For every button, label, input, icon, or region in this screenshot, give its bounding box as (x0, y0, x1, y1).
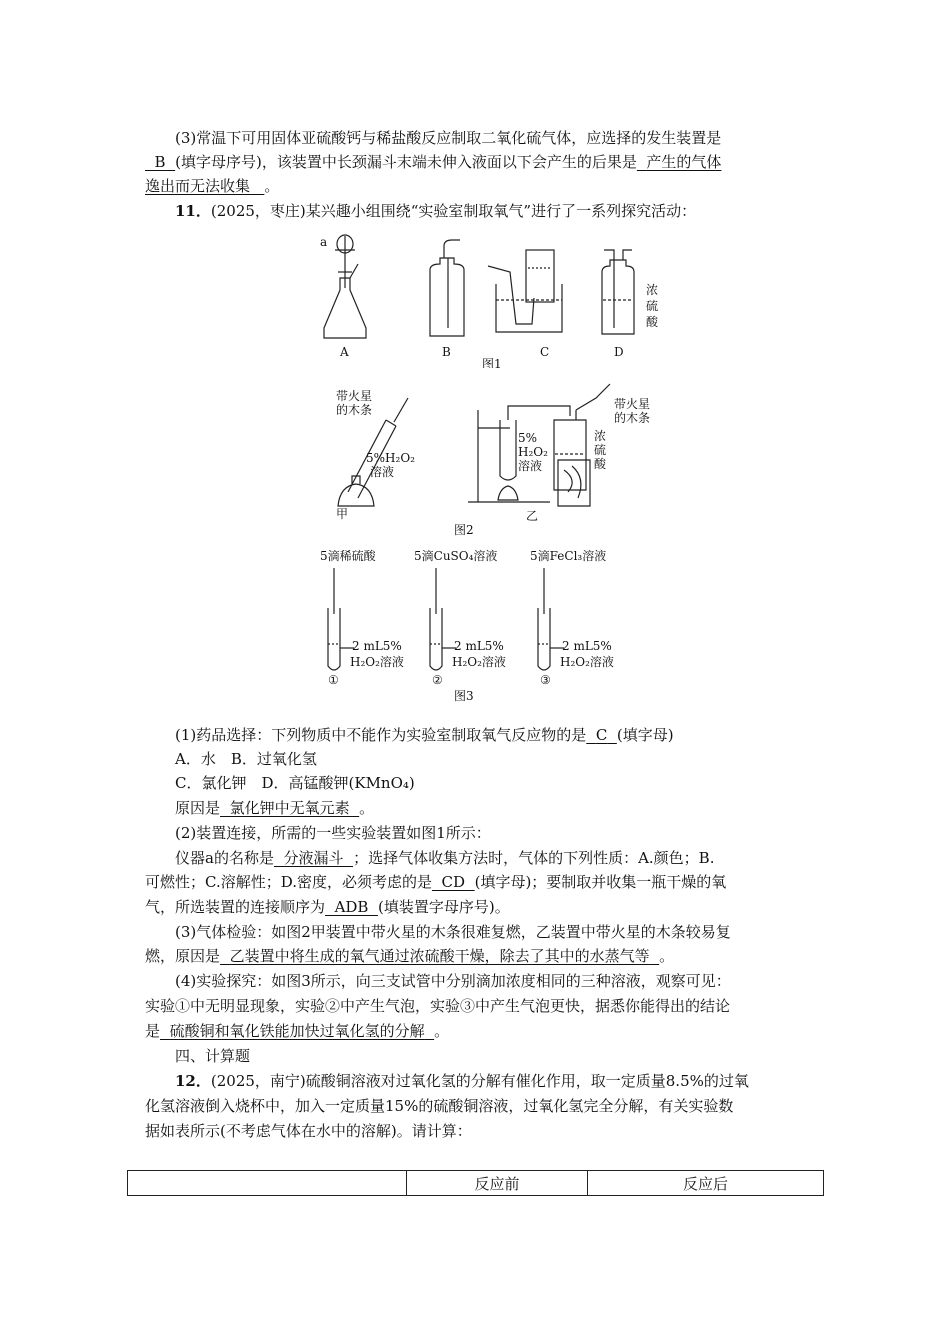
figure-2-caption: 图2 (454, 523, 474, 537)
table-row (128, 1171, 824, 1196)
svg-text:H₂O₂: H₂O₂ (518, 445, 548, 459)
q11-part2-line1: 仪器a的名称是 分液漏斗 ；选择气体收集方法时，气体的下列性质：A.颜色；B. (175, 849, 715, 867)
label-A: A (340, 345, 349, 359)
label-jia: 甲 (336, 507, 349, 521)
svg-text:2 mL5%: 2 mL5% (454, 639, 504, 653)
answer-blank: ADB (334, 898, 369, 916)
svg-text:溶液: 溶液 (518, 459, 543, 473)
svg-text:浓: 浓 (646, 283, 659, 297)
q11-part2-line2: 可燃性；C.溶解性；D.密度，必须考虑的是 CD (填字母)；要制取并收集一瓶干燥的氧 (145, 873, 727, 891)
label-yi: 乙 (526, 509, 539, 523)
svg-text:5%H₂O₂: 5%H₂O₂ (366, 451, 415, 465)
svg-text:酸: 酸 (594, 457, 607, 471)
svg-text:5滴CuSO₄溶液: 5滴CuSO₄溶液 (414, 549, 498, 563)
svg-text:硫: 硫 (594, 443, 607, 457)
svg-text:2 mL5%: 2 mL5% (562, 639, 612, 653)
svg-text:带火星: 带火星 (336, 389, 373, 403)
test-tubes-diagram (316, 544, 636, 704)
answer-blank: 逸出而无法收集 (145, 177, 251, 195)
q11-intro: 11．(2025，枣庄)某兴趣小组围绕“实验室制取氧气”进行了一系列探究活动： (175, 202, 697, 220)
figure-3 (316, 544, 636, 704)
apparatus-diagram-1 (318, 228, 668, 368)
q11-part3-line1: (3)气体检验：如图2甲装置中带火星的木条很难复燃，乙装置中带火星的木条较易复 (175, 923, 731, 941)
answer-blank: 乙装置中将生成的氧气通过浓硫酸干燥，除去了其中的水蒸气等 (229, 947, 650, 965)
svg-text:①: ① (328, 673, 339, 687)
q11-part4-line1: (4)实验探究：如图3所示，向三支试管中分别滴加浓度相同的三种溶液，观察可见： (175, 972, 731, 990)
q11-part1: (1)药品选择：下列物质中不能作为实验室制取氧气反应物的是 C (填字母) (175, 726, 674, 744)
svg-text:H₂O₂溶液: H₂O₂溶液 (350, 655, 404, 669)
answer-blank: CD (441, 873, 466, 891)
answer-blank: 分液漏斗 (283, 849, 344, 867)
svg-text:2 mL5%: 2 mL5% (352, 639, 402, 653)
label-B: B (442, 345, 451, 359)
svg-text:硫: 硫 (646, 299, 659, 313)
q12-line3: 据如表所示(不考虑气体在水中的溶解)。请计算： (145, 1122, 472, 1140)
figure-2 (328, 380, 668, 540)
answer-blank: 氯化钾中无氧元素 (229, 799, 350, 817)
answer-blank: 产生的气体 (646, 153, 722, 171)
svg-text:③: ③ (540, 673, 551, 687)
label-D: D (614, 345, 624, 359)
figure-1-caption: 图1 (482, 357, 502, 368)
answer-blank: C (595, 726, 608, 744)
table-header-cell (128, 1171, 407, 1196)
label-C: C (540, 345, 550, 359)
q10-part3-line1: (3)常温下可用固体亚硫酸钙与稀盐酸反应制取二氧化硫气体，应选择的发生装置是 (175, 129, 722, 147)
q10-part3-line3: 逸出而无法收集 。 (145, 177, 280, 195)
q12-line1: 12．(2025，南宁)硫酸铜溶液对过氧化氢的分解有催化作用，取一定质量8.5%的过氧 (175, 1072, 749, 1090)
svg-text:酸: 酸 (646, 315, 659, 329)
q11-part2-line3: 气，所选装置的连接顺序为 ADB (填装置字母序号)。 (145, 898, 510, 916)
svg-text:溶液: 溶液 (370, 465, 395, 479)
table-header-cell: 反应前 (407, 1171, 588, 1196)
label-a: a (320, 235, 328, 249)
data-table (127, 1170, 824, 1196)
section-heading: 四、计算题 (175, 1047, 251, 1065)
q11-options-ab: A．水 B．过氧化氢 (175, 750, 317, 768)
svg-text:的木条: 的木条 (336, 403, 373, 417)
table-header-cell: 反应后 (588, 1171, 824, 1196)
svg-text:②: ② (432, 673, 443, 687)
q10-part3-line2: B (填字母序号)，该装置中长颈漏斗末端未伸入液面以下会产生的后果是 产生的气体 (145, 151, 810, 173)
svg-text:5%: 5% (518, 431, 538, 445)
q11-part3-line2: 燃，原因是 乙装置中将生成的氧气通过浓硫酸干燥，除去了其中的水蒸气等 。 (145, 947, 675, 965)
svg-text:5滴FeCl₃溶液: 5滴FeCl₃溶液 (530, 549, 607, 563)
q11-part4-line3: 是 硫酸铜和氧化铁能加快过氧化氢的分解 。 (145, 1022, 450, 1040)
apparatus-diagram-2 (328, 380, 668, 540)
q11-options-cd: C．氯化钾 D．高锰酸钾(KMnO₄) (175, 774, 415, 792)
svg-text:H₂O₂溶液: H₂O₂溶液 (560, 655, 614, 669)
svg-text:的木条: 的木条 (614, 411, 651, 425)
figure-3-caption: 图3 (454, 689, 474, 703)
svg-text:带火星: 带火星 (614, 397, 651, 411)
svg-text:5滴稀硫酸: 5滴稀硫酸 (320, 549, 376, 563)
figure-1 (318, 228, 668, 368)
answer-blank: 硫酸铜和氧化铁能加快过氧化氢的分解 (169, 1022, 425, 1040)
answer-blank: B (154, 153, 166, 171)
q11-part4-line2: 实验①中无明显现象，实验②中产生气泡，实验③中产生气泡更快，据悉你能得出的结论 (145, 997, 731, 1015)
q11-reason: 原因是 氯化钾中无氧元素 。 (175, 799, 375, 817)
svg-text:H₂O₂溶液: H₂O₂溶液 (452, 655, 506, 669)
svg-text:浓: 浓 (594, 429, 607, 443)
q12-line2: 化氢溶液倒入烧杯中，加入一定质量15%的硫酸铜溶液，过氧化氢完全分解，有关实验数 (145, 1097, 734, 1115)
q11-part2: (2)装置连接，所需的一些实验装置如图1所示： (175, 824, 491, 842)
